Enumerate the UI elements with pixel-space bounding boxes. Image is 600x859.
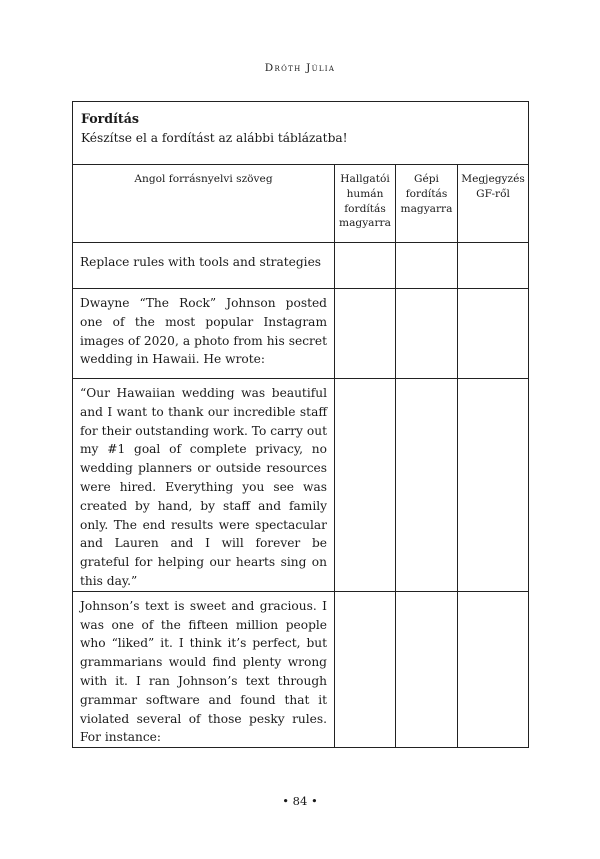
source-text-cell: Dwayne “The Rock” Johnson posted one of the most popular Instagram images of 2020, a photo from his secret wedding in Hawaii. He wrote: bbox=[73, 289, 335, 379]
table-row bbox=[73, 591, 529, 747]
table-row bbox=[73, 289, 529, 379]
machine-translation-cell[interactable] bbox=[396, 243, 458, 289]
note-cell[interactable] bbox=[458, 243, 529, 289]
page-number: • 84 • bbox=[282, 794, 318, 808]
column-header-row bbox=[73, 165, 529, 243]
student-translation-cell[interactable] bbox=[335, 379, 396, 592]
column-header-machine: Gépi fordítás magyarra bbox=[396, 165, 458, 243]
note-cell[interactable] bbox=[458, 289, 529, 379]
column-header-student: Hallgatói humán fordítás magyarra bbox=[335, 165, 396, 243]
student-translation-cell[interactable] bbox=[335, 591, 396, 747]
student-translation-cell[interactable] bbox=[335, 243, 396, 289]
column-header-source: Angol forrásnyelvi szöveg bbox=[73, 165, 335, 243]
table-row bbox=[73, 243, 529, 289]
note-cell[interactable] bbox=[458, 591, 529, 747]
table-row bbox=[73, 379, 529, 592]
source-text-cell: Replace rules with tools and strategies bbox=[73, 243, 335, 289]
task-instruction: Készítse el a fordítást az alábbi táblázatba! bbox=[81, 130, 348, 145]
machine-translation-cell[interactable] bbox=[396, 289, 458, 379]
machine-translation-cell[interactable] bbox=[396, 591, 458, 747]
task-title: Fordítás bbox=[81, 111, 139, 126]
task-header-cell bbox=[73, 102, 529, 165]
student-translation-cell[interactable] bbox=[335, 289, 396, 379]
source-text-cell: “Our Hawaiian wedding was beautiful and I want to thank our incredible staff for their outstanding work. To carry out my #1 goal of complete privacy, no wedding planners or outside resources were hired. Everything you see was created by hand, by staff and family only. The end results were spectacular and Lauren and I will forever be grateful for helping our hearts sing on this day.” bbox=[73, 379, 335, 592]
column-header-note: Megjegyzés GF-ről bbox=[458, 165, 529, 243]
note-cell[interactable] bbox=[458, 379, 529, 592]
task-header-row bbox=[73, 102, 529, 165]
translation-table bbox=[72, 101, 529, 748]
running-head: Dróth Júlia bbox=[264, 62, 336, 74]
machine-translation-cell[interactable] bbox=[396, 379, 458, 592]
source-text-cell: Johnson’s text is sweet and gracious. I was one of the fifteen million people who “liked” it. I think it’s perfect, but grammarians would find plenty wrong with it. I ran Johnson’s text through grammar software and found that it violated several of those pesky rules. For instance: bbox=[73, 591, 335, 747]
